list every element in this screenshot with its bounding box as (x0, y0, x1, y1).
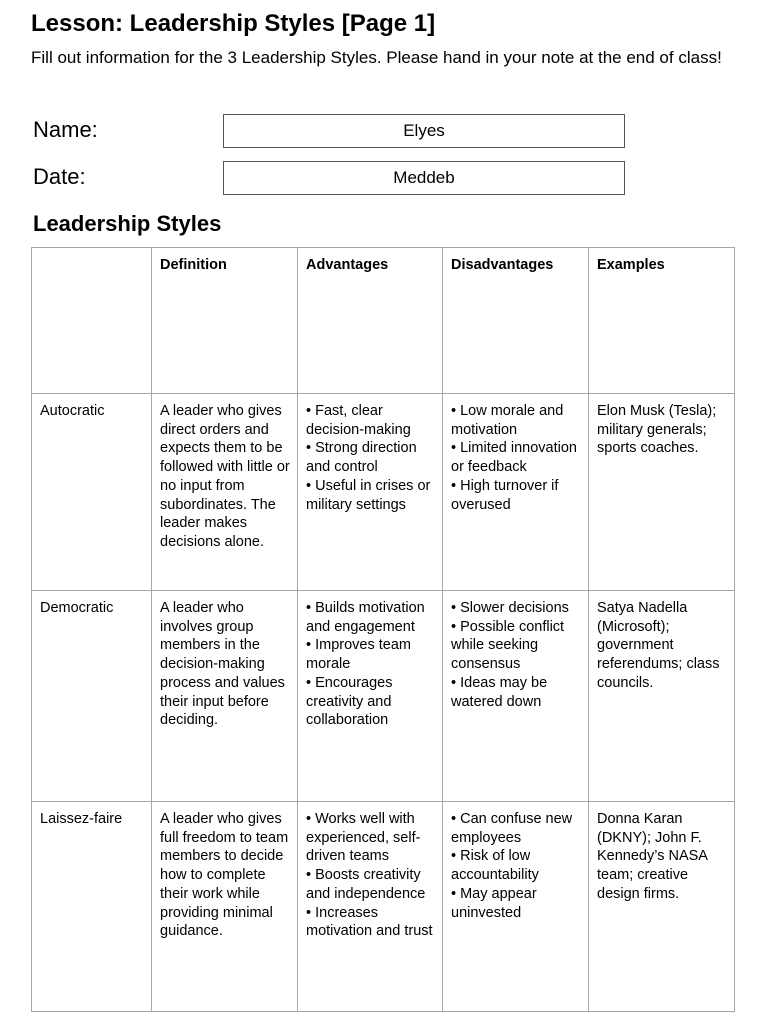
instructions-text: Fill out information for the 3 Leadership Styles. Please hand in your note at the end of class! (31, 48, 722, 67)
header-examples: Examples (589, 248, 735, 394)
table-header-row (32, 248, 735, 394)
header-style-cell (32, 248, 152, 394)
name-label: Name: (33, 117, 98, 142)
advantages-cell[interactable] (298, 394, 443, 591)
style-name: Democratic (40, 600, 114, 616)
leadership-styles-table (31, 247, 735, 1012)
advantages-text: • Builds motivation and engagement • Improves team morale • Encourages creativity and collaboration (306, 600, 425, 729)
examples-cell[interactable] (589, 591, 735, 802)
definition-text: A leader who gives full freedom to team members to decide how to complete their work while providing minimal guidance. (160, 811, 289, 940)
style-name-cell (32, 591, 152, 802)
disadvantages-text: • Can confuse new employees • Risk of low accountability • May appear uninvested (451, 811, 573, 921)
definition-cell[interactable] (152, 802, 298, 1012)
disadvantages-text: • Slower decisions • Possible conflict while seeking consensus • Ideas may be watered down (451, 600, 569, 710)
header-disadvantages: Disadvantages (443, 248, 589, 394)
table-row (32, 394, 735, 591)
style-name-cell (32, 394, 152, 591)
examples-text: Satya Nadella (Microsoft); government referendums; class councils. (597, 600, 720, 691)
date-label: Date: (33, 164, 86, 189)
table-row (32, 802, 735, 1012)
name-field[interactable] (223, 114, 625, 148)
disadvantages-cell[interactable] (443, 802, 589, 1012)
style-name-cell (32, 802, 152, 1012)
definition-cell[interactable] (152, 591, 298, 802)
table-row (32, 591, 735, 802)
header-advantages: Advantages (298, 248, 443, 394)
definition-text: A leader who involves group members in the decision-making process and values their input before deciding. (160, 600, 285, 729)
examples-text: Donna Karan (DKNY); John F. Kennedy’s NASA team; creative design firms. (597, 811, 708, 902)
date-field[interactable] (223, 161, 625, 195)
disadvantages-text: • Low morale and motivation • Limited innovation or feedback • High turnover if overused (451, 403, 577, 513)
disadvantages-cell[interactable] (443, 591, 589, 802)
examples-cell[interactable] (589, 394, 735, 591)
definition-text: A leader who gives direct orders and expects them to be followed with little or no input from subordinates. The leader makes decisions alone. (160, 403, 290, 550)
style-name: Autocratic (40, 403, 105, 419)
examples-text: Elon Musk (Tesla); military generals; sports coaches. (597, 403, 717, 457)
examples-cell[interactable] (589, 802, 735, 1012)
advantages-text: • Works well with experienced, self-driven teams • Boosts creativity and independence • Increases motivation and trust (306, 811, 433, 940)
style-name: Laissez-faire (40, 811, 123, 827)
header-definition: Definition (152, 248, 298, 394)
section-title: Leadership Styles (33, 211, 222, 236)
advantages-cell[interactable] (298, 802, 443, 1012)
advantages-text: • Fast, clear decision-making • Strong direction and control • Useful in crises or military settings (306, 403, 431, 513)
definition-cell[interactable] (152, 394, 298, 591)
disadvantages-cell[interactable] (443, 394, 589, 591)
advantages-cell[interactable] (298, 591, 443, 802)
lesson-title: Lesson: Leadership Styles [Page 1] (31, 10, 436, 37)
